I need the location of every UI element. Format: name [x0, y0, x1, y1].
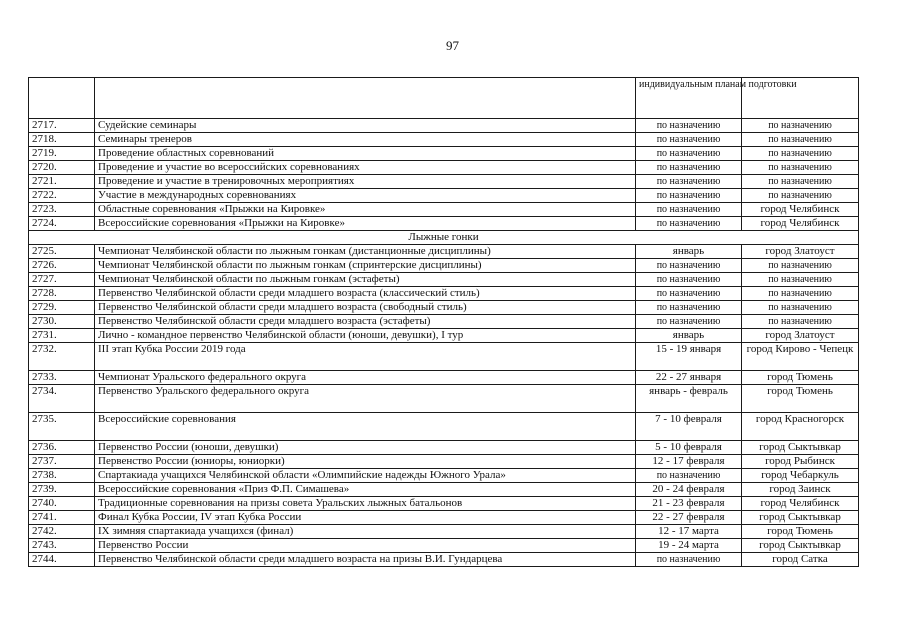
cell-number: 2723.: [29, 203, 95, 217]
cell-place: по назначению: [742, 259, 859, 273]
cell-date: январь: [636, 245, 742, 259]
cell-place: город Чебаркуль: [742, 469, 859, 483]
cell-place: город Челябинск: [742, 497, 859, 511]
table-row: [29, 483, 859, 497]
events-table-body-skiing: [29, 245, 859, 567]
cell-name: Проведение и участие во всероссийских соревнованиях: [95, 161, 636, 175]
table-row: [29, 497, 859, 511]
section-header: [29, 231, 859, 245]
table-row: [29, 525, 859, 539]
table-row: [29, 217, 859, 231]
table-row: [29, 147, 859, 161]
cell-date: по назначению: [636, 315, 742, 329]
cell-date: 21 - 23 февраля: [636, 497, 742, 511]
cell-place: по назначению: [742, 147, 859, 161]
cell-place: по назначению: [742, 189, 859, 203]
cell-date: 19 - 24 марта: [636, 539, 742, 553]
cell-date: по назначению: [636, 175, 742, 189]
cell-name: Первенство России: [95, 539, 636, 553]
cell-date: по назначению: [636, 287, 742, 301]
cell-place: по назначению: [742, 175, 859, 189]
cell-number: 2727.: [29, 273, 95, 287]
cell-name: Финал Кубка России, IV этап Кубка России: [95, 511, 636, 525]
cell-name: Лично - командное первенство Челябинской области (юноши, девушки), I тур: [95, 329, 636, 343]
cell-place: город Красногорск: [742, 413, 859, 441]
table-row: [29, 301, 859, 315]
cell-number: 2722.: [29, 189, 95, 203]
cell-name: Первенство Челябинской области среди младшего возраста (эстафеты): [95, 315, 636, 329]
cell-number: 2720.: [29, 161, 95, 175]
cell-number: 2738.: [29, 469, 95, 483]
cell-date: 5 - 10 февраля: [636, 441, 742, 455]
cell-date: по назначению: [636, 469, 742, 483]
cell-place: город Тюмень: [742, 371, 859, 385]
cell-number: 2726.: [29, 259, 95, 273]
cell-number: 2734.: [29, 385, 95, 413]
cell-date: по назначению: [636, 217, 742, 231]
cell-number: 2719.: [29, 147, 95, 161]
cell-name: Первенство России (юниоры, юниорки): [95, 455, 636, 469]
cell-date: по назначению: [636, 301, 742, 315]
section-row: [29, 231, 859, 245]
cell-date: январь: [636, 329, 742, 343]
table-row: [29, 343, 859, 371]
cell-number: 2743.: [29, 539, 95, 553]
cell-date: по назначению: [636, 273, 742, 287]
cell-name: Чемпионат Челябинской области по лыжным гонкам (дистанционные дисциплины): [95, 245, 636, 259]
cell-name: Первенство Челябинской области среди младшего возраста (свободный стиль): [95, 301, 636, 315]
cell-name: Первенство Челябинской области среди младшего возраста на призы В.И. Гундарцева: [95, 553, 636, 567]
cell-date: по назначению: [636, 203, 742, 217]
cell-place: по назначению: [742, 301, 859, 315]
cell-name: Всероссийские соревнования «Прыжки на Кировке»: [95, 217, 636, 231]
table-row: [29, 441, 859, 455]
table-row: [29, 273, 859, 287]
table-row: [29, 161, 859, 175]
cell-number: 2725.: [29, 245, 95, 259]
table-row: [29, 511, 859, 525]
cell-place: по назначению: [742, 161, 859, 175]
cell-date: январь - февраль: [636, 385, 742, 413]
cell-date: 15 - 19 января: [636, 343, 742, 371]
table-row: [29, 315, 859, 329]
cell-number: 2737.: [29, 455, 95, 469]
table-row: [29, 189, 859, 203]
cell-place: город Златоуст: [742, 329, 859, 343]
cell-place: город Тюмень: [742, 385, 859, 413]
cell-date: 12 - 17 марта: [636, 525, 742, 539]
cell-name: Спартакиада учащихся Челябинской области «Олимпийские надежды Южного Урала»: [95, 469, 636, 483]
cell-place: город Сыктывкар: [742, 441, 859, 455]
cell-place: город Челябинск: [742, 217, 859, 231]
cell-number: 2731.: [29, 329, 95, 343]
cell-date: 7 - 10 февраля: [636, 413, 742, 441]
cell-date: по назначению: [636, 259, 742, 273]
cell-date: 20 - 24 февраля: [636, 483, 742, 497]
table-row: [29, 469, 859, 483]
table-row: [29, 371, 859, 385]
cell-date: по назначению: [636, 161, 742, 175]
cell-name: III этап Кубка России 2019 года: [95, 343, 636, 371]
cell-place: город Сыктывкар: [742, 511, 859, 525]
cell-date: по назначению: [636, 553, 742, 567]
cell-name: Проведение областных соревнований: [95, 147, 636, 161]
events-table-body-top: [29, 78, 859, 231]
section-title: Лыжные гонки: [29, 231, 859, 245]
cell-place: город Рыбинск: [742, 455, 859, 469]
cell-name: IX зимняя спартакиада учащихся (финал): [95, 525, 636, 539]
table-row-continuation: [29, 78, 859, 119]
cell-name: Чемпионат Уральского федерального округа: [95, 371, 636, 385]
cell-number: [29, 78, 95, 119]
cell-place: по назначению: [742, 133, 859, 147]
cell-number: 2741.: [29, 511, 95, 525]
table-row: [29, 413, 859, 441]
table-row: [29, 287, 859, 301]
cell-number: 2721.: [29, 175, 95, 189]
cell-place: по назначению: [742, 315, 859, 329]
cell-number: 2728.: [29, 287, 95, 301]
cell-number: 2724.: [29, 217, 95, 231]
table-row: [29, 329, 859, 343]
table-row: [29, 553, 859, 567]
cell-place: по назначению: [742, 287, 859, 301]
cell-number: 2730.: [29, 315, 95, 329]
table-row: [29, 119, 859, 133]
cell-number: 2739.: [29, 483, 95, 497]
cell-place: город Сыктывкар: [742, 539, 859, 553]
cell-number: 2733.: [29, 371, 95, 385]
cell-date: 22 - 27 февраля: [636, 511, 742, 525]
cell-place: город Сатка: [742, 553, 859, 567]
cell-number: 2718.: [29, 133, 95, 147]
cell-number: 2740.: [29, 497, 95, 511]
table-row: [29, 245, 859, 259]
cell-name: Всероссийские соревнования «Приз Ф.П. Симашева»: [95, 483, 636, 497]
cell-name: Чемпионат Челябинской области по лыжным гонкам (спринтерские дисциплины): [95, 259, 636, 273]
cell-number: 2735.: [29, 413, 95, 441]
cell-name: Проведение и участие в тренировочных мероприятиях: [95, 175, 636, 189]
cell-place: по назначению: [742, 119, 859, 133]
cell-date: по назначению: [636, 147, 742, 161]
cell-number: 2717.: [29, 119, 95, 133]
cell-place: город Тюмень: [742, 525, 859, 539]
cell-number: 2729.: [29, 301, 95, 315]
table-row: [29, 259, 859, 273]
cell-name: Традиционные соревнования на призы совета Уральских лыжных батальонов: [95, 497, 636, 511]
table-row: [29, 455, 859, 469]
cell-date: индивидуальным планам подготовки: [636, 78, 742, 119]
table-row: [29, 175, 859, 189]
cell-name: Участие в международных соревнованиях: [95, 189, 636, 203]
cell-number: 2744.: [29, 553, 95, 567]
events-table: [28, 77, 859, 567]
cell-name: Всероссийские соревнования: [95, 413, 636, 441]
cell-name: Первенство России (юноши, девушки): [95, 441, 636, 455]
cell-place: город Челябинск: [742, 203, 859, 217]
cell-name: Семинары тренеров: [95, 133, 636, 147]
table-row: [29, 133, 859, 147]
cell-date: по назначению: [636, 133, 742, 147]
cell-place: город Заинск: [742, 483, 859, 497]
cell-date: 22 - 27 января: [636, 371, 742, 385]
cell-date: по назначению: [636, 189, 742, 203]
cell-date: 12 - 17 февраля: [636, 455, 742, 469]
cell-name: Первенство Челябинской области среди младшего возраста (классический стиль): [95, 287, 636, 301]
table-row: [29, 539, 859, 553]
table-row: [29, 385, 859, 413]
cell-name: [95, 78, 636, 119]
table-row: [29, 203, 859, 217]
cell-name: Первенство Уральского федерального округа: [95, 385, 636, 413]
page-number: 97: [446, 38, 459, 53]
cell-place: город Златоуст: [742, 245, 859, 259]
cell-number: 2736.: [29, 441, 95, 455]
cell-name: Судейские семинары: [95, 119, 636, 133]
cell-name: Чемпионат Челябинской области по лыжным гонкам (эстафеты): [95, 273, 636, 287]
cell-place: город Кирово - Чепецк: [742, 343, 859, 371]
cell-date: по назначению: [636, 119, 742, 133]
cell-name: Областные соревнования «Прыжки на Кировке»: [95, 203, 636, 217]
cell-number: 2732.: [29, 343, 95, 371]
cell-number: 2742.: [29, 525, 95, 539]
cell-place: по назначению: [742, 273, 859, 287]
